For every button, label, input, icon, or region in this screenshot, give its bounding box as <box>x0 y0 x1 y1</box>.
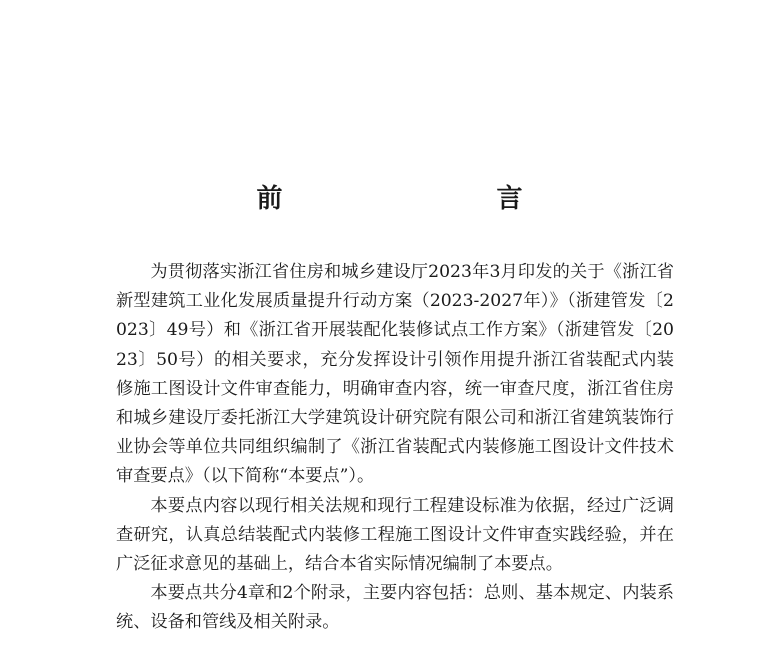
page-title: 前 言 <box>256 184 577 214</box>
paragraph-1: 为贯彻落实浙江省住房和城乡建设厅2023年3月印发的关于《浙江省新型建筑工业化发展质量提升行动方案（2023-2027年）》（浙建管发〔2023〕49号）和《浙江省开展装配化装修试点工作方案》（浙建管发〔2023〕50号）的相关要求，充分发挥设计引领作用提升浙江省装配式内装修施工图设计文件审查能力，明确审查内容，统一审查尺度，浙江省住房和城乡建设厅委托浙江大学建筑设计研究院有限公司和浙江省建筑装饰行业协会等单位共同组织编制了《浙江省装配式内装修施工图设计文件技术审查要点》（以下简称“本要点”）。 <box>116 262 674 487</box>
document-body <box>116 258 674 638</box>
paragraph-3: 本要点共分4章和2个附录，主要内容包括：总则、基本规定、内装系统、设备和管线及相关附录。 <box>116 583 674 633</box>
paragraph-2: 本要点内容以现行相关法规和现行工程建设标准为依据，经过广泛调查研究，认真总结装配式内装修工程施工图设计文件审查实践经验，并在广泛征求意见的基础上，结合本省实际情况编制了本要点。 <box>116 495 674 575</box>
